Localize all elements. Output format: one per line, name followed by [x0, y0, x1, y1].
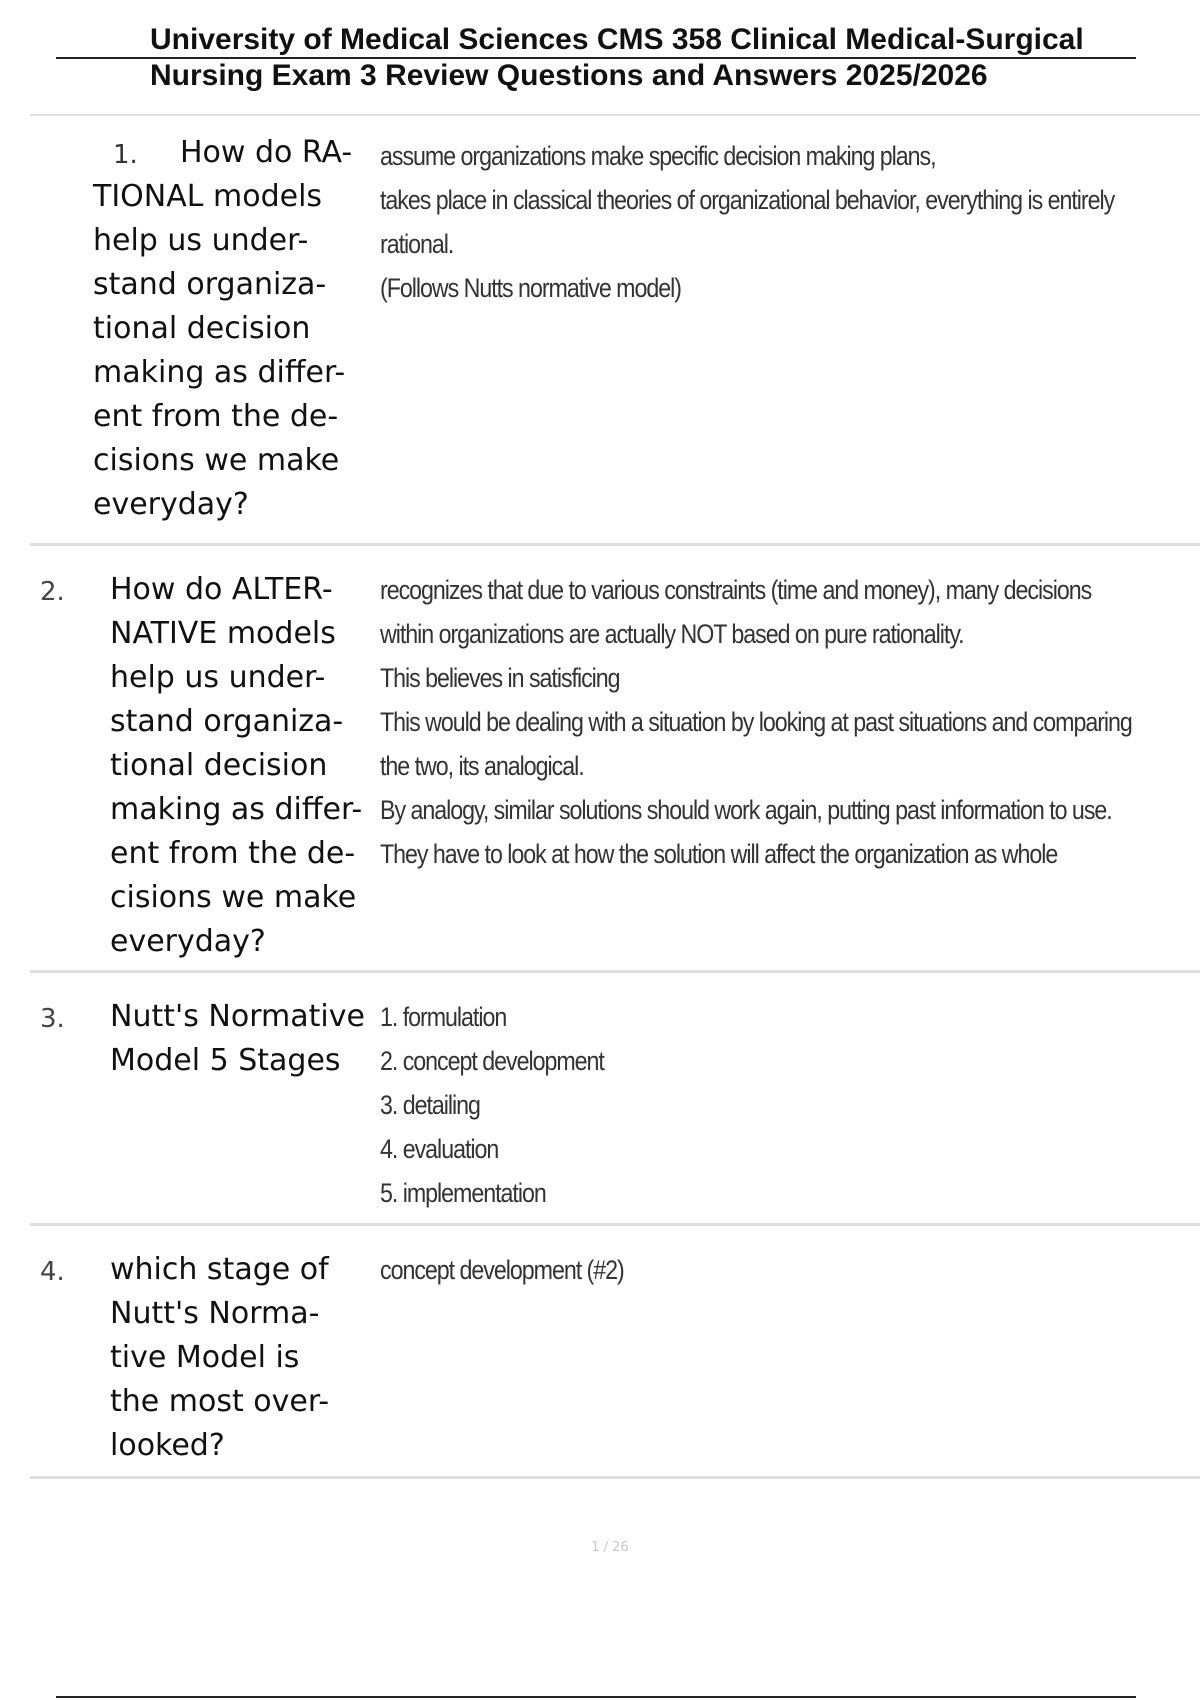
- answer-text: [380, 1248, 1197, 1292]
- qa-list: [30, 116, 1200, 1479]
- answer-line: This believes in satisficing: [380, 663, 620, 693]
- qa-item: [30, 546, 1200, 973]
- answer-line: recognizes that due to various constraints (time and money), many decisions: [380, 575, 1092, 605]
- answer-line: assume organizations make specific decision making plans,: [380, 141, 936, 171]
- title-underline: [56, 57, 1136, 59]
- answer-line: They have to look at how the solution will affect the organization as whole: [380, 839, 1058, 869]
- answer-text: [380, 134, 1197, 310]
- answer-line: within organizations are actually NOT based on pure rationality.: [380, 619, 964, 649]
- footer-rule: [56, 1696, 1136, 1698]
- answer-line: 5. implementation: [380, 1178, 546, 1208]
- answer-line: the two, its analogical.: [380, 751, 584, 781]
- page-number: 1 / 26: [591, 1540, 629, 1555]
- document-title: University of Medical Sciences CMS 358 Clinical Medical-Surgical Nursing Exam 3 Review Questions and Answers 2025/2026: [150, 23, 1084, 92]
- answer-line: rational.: [380, 229, 454, 259]
- question-number: 3.: [40, 1004, 65, 1034]
- answer-line: concept development (#2): [380, 1255, 624, 1285]
- question-number: 2.: [40, 577, 65, 607]
- qa-item: [30, 973, 1200, 1226]
- question-text: Nutt's Normative Model 5 Stages: [110, 999, 365, 1078]
- answer-line: 1. formulation: [380, 1002, 507, 1032]
- answer-text: [380, 995, 1197, 1215]
- answer-line: This would be dealing with a situation by looking at past situations and comparing: [380, 707, 1132, 737]
- qa-item: [30, 1226, 1200, 1479]
- answer-line: 4. evaluation: [380, 1134, 499, 1164]
- question-text-body: How do RA- TIONAL models help us under- stand organiza- tional decision making as differ- ent from the de- cisions we make everyday?: [93, 135, 353, 522]
- question-text: [93, 131, 393, 527]
- question-number: 1.: [113, 140, 138, 170]
- answer-line: takes place in classical theories of organizational behavior, everything is entirely: [380, 185, 1115, 215]
- answer-line: By analogy, similar solutions should work again, putting past information to use.: [380, 795, 1112, 825]
- question-number: 4.: [40, 1257, 65, 1287]
- answer-text: [380, 568, 1197, 876]
- question-text: How do ALTER- NATIVE models help us under- stand organiza- tional decision making as differ- ent from the de- cisions we make everyday?: [110, 572, 363, 959]
- question-text: which stage of Nutt's Norma- tive Model is the most over- looked?: [110, 1252, 330, 1463]
- answer-line: (Follows Nutts normative model): [380, 273, 681, 303]
- answer-line: 2. concept development: [380, 1046, 604, 1076]
- qa-item: [30, 116, 1200, 546]
- answer-line: 3. detailing: [380, 1090, 480, 1120]
